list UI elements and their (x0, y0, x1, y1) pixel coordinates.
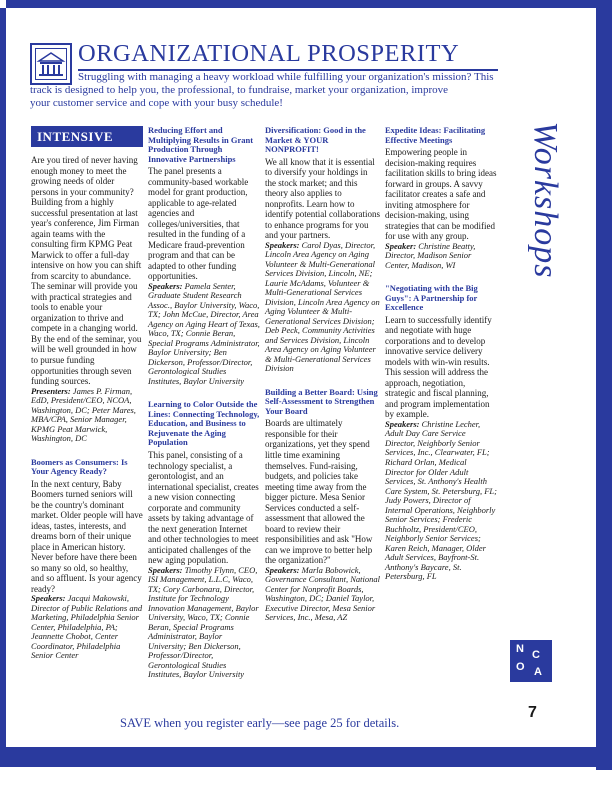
session-body-expedite: Empowering people in decision-making requires facilitation skills to bring ideas forward in groups. A savvy facilitator creates a safe and inviting atmosphere for decision-making, using strategies that can be modified for use with any group. (385, 147, 497, 242)
speakers-label: Speakers: (265, 239, 300, 250)
column-4 (385, 126, 497, 582)
session-speakers-diversification (265, 241, 380, 374)
session-title-expedite: Expedite Ideas: Facilitating Effective Meetings (385, 125, 486, 145)
session-title-color: Learning to Color Outside the Lines: Connecting Technology, Education, and Business to Rejuvenate the Aging Population (148, 399, 260, 448)
save-notice: SAVE when you register early—see page 25 for details. (120, 716, 400, 730)
frame-right-bar (596, 0, 612, 770)
intensive-presenters (31, 387, 143, 444)
track-description-line: track is designed to help you, the professional, to fundraise, market your organization, improve (30, 84, 448, 97)
frame-bottom-bar (0, 747, 598, 767)
session-body-reducing: The panel presents a community-based workable model for grant production, applicable to age-related agencies and colleges/universities, that resulted in the funding of a Medicare fraud-prevention program and that can be adapted to other funding opportunities. (148, 166, 249, 282)
ncoa-letter: C (532, 649, 540, 661)
column-1 (31, 126, 143, 661)
speakers-list: Marla Bobowick, Governance Consultant, National Center for Nonprofit Boards, Washington, DC; Daniel Taylor, Executive Director, Mesa Senior Services, Inc., Mesa, AZ (265, 564, 380, 623)
page-title: ORGANIZATIONAL PROSPERITY (78, 40, 460, 67)
session-speakers-board (265, 566, 380, 623)
session-title-diversification: Diversification: Good in the Market & YOUR NONPROFIT! (265, 125, 366, 155)
session-body-board: Boards are ultimately responsible for their organizations, yet they spend little time examining themselves. Fund-raising, budgets, and policies take meeting time away from the bigger picture. Mesa Senior Services conducted a self-assessment that allowed the board to review their responsibilities and ask "How can we improve to better help the organization?" (265, 418, 373, 566)
ncoa-logo (510, 640, 552, 682)
speakers-label: Speakers: (385, 418, 420, 429)
speakers-list: Timothy Flynn, CEO, ISI Management, L.L.C, Waco, TX; Cory Carbonara, Director, Institute for Technology Innovation Management, Baylor University, Waco, TX; Connie Beran, Special Programs Administrator, Baylor University; Ben Dickerson, Professor/Director, Gerontological Studies Institutes, Baylor University (148, 564, 259, 680)
speakers-list: Christine Beatty, Director, Madison Senior Center, Madison, WI (385, 240, 476, 270)
session-body-boomers: In the next century, Baby Boomers turned seniors will be the country's dominant market. Older people will have ideas, tastes, interests, and dreams born of their unique place in American history. Never before have there been so many so old, so healthy, and so affluent. Is your agency ready? (31, 478, 143, 594)
presenters-list: James P. Firman, EdD, President/CEO, NCOA, Washington, DC; Peter Mares, MBA/CPA, Senior Manager, KPMG Peat Marwick, Washington, DC (31, 385, 136, 444)
session-speakers-reducing (148, 282, 260, 387)
session-speakers-expedite (385, 242, 497, 271)
frame-left-bar (0, 8, 6, 748)
ncoa-letter: N (516, 643, 524, 655)
session-title-reducing: Reducing Effort and Multiplying Results in Grant Production Through Innovative Partnerships (148, 125, 254, 164)
presenters-label: Presenters: (31, 385, 71, 396)
ncoa-letter: O (516, 661, 525, 673)
speakers-list: Jacqui Makowski, Director of Public Relations and Marketing, Philadelphia Senior Center, Philadelphia, PA; Jeannette Chobot, Center Coordinator, Philadelphia Senior Center (31, 593, 143, 661)
track-description-line: Struggling with managing a heavy workload while fulfilling your organization's mission? This (78, 71, 494, 83)
speakers-label: Speakers: (148, 280, 183, 291)
session-title-negotiating: "Negotiating with the Big Guys": A Partnership for Excellence (385, 283, 478, 313)
track-description-line: your customer service and cope with your busy schedule! (30, 97, 283, 110)
frame-top-bar (6, 0, 606, 8)
speakers-label: Speakers: (265, 564, 300, 575)
session-speakers-boomers (31, 594, 143, 661)
ncoa-letter: A (534, 666, 542, 678)
speakers-list: Christine Lecher, Adult Day Care Service Director, Neighborly Senior Services, Inc., Clearwater, FL; Richard Orlan, Medical Director for Older Adult Services, St. Anthony's Health Care System, St. Petersburg, FL; Judy Powers, Director of Internal Operations, Neighborly Senior Services; Frederic Buchholtz, President/CEO, Neighborly Senior Services; Karen Reich, Manager, Older Adult Services, Bayfront-St. Anthony's Baycare, St. Petersburg, FL (385, 418, 497, 582)
session-title-board: Building a Better Board: Using Self-Assessment to Strengthen Your Board (265, 386, 378, 416)
speakers-label: Speakers: (148, 564, 183, 575)
intensive-body: Are you tired of never having enough money to meet the growing needs of older persons in your community? Building from a highly successful presentation at last year's conference, Jim Firman again teams with the consulting firm KPMG Peat Marwick to offer a full-day intensive on how you can shift from scarcity to abundance. The seminar will provide you with practical strategies and tools to enable your organization to thrive and compete in a changing world. By the end of the seminar, you will be well grounded in how to pursue funding opportunities through seven funding sources. (31, 155, 142, 387)
page-number: 7 (528, 704, 537, 721)
track-description (30, 71, 500, 111)
session-body-color: This panel, consisting of a technology specialist, a gerontologist, and an international specialist, creates a new vision connecting corporate and community assets by taking advantage of the next generation Internet and other technologies to meet anticipated challenges of the new aging population. (148, 449, 259, 566)
speakers-label: Speakers: (31, 593, 66, 604)
speakers-list: Carol Dyas, Director, Lincoln Area Agency on Aging Volunteer & Multi-Generational Services Division, Lincoln, NE; Laurie McAdams, Volunteer & Multi-Generational Services Division, Lincoln Area Agency on Aging Volunteer & Multi-Generational Services Division; Deb Peck, Community Activities and Services Division, Lincoln Area Agency on Aging Volunteer & Multi-Generational Services Division (265, 239, 380, 374)
workshops-side-text: Workshops (527, 121, 564, 279)
column-3 (265, 126, 380, 623)
intensive-label: INTENSIVE (31, 126, 143, 147)
session-speakers-color (148, 566, 260, 680)
workshops-side-label (520, 80, 570, 320)
speakers-list: Pamela Senter, Graduate Student Research Assoc., Baylor University, Waco, TX; John McCue, Director, Area Agency on Aging Heart of Texas, Waco, TX; Connie Beran, Special Programs Administrator, Baylor University; Ben Dickerson, Professor/Director, Gerontological Studies Institutes, Baylor University (148, 280, 260, 386)
session-speakers-negotiating (385, 420, 497, 582)
session-body-negotiating: Learn to successfully identify and negotiate with huge corporations and to develop innovative service delivery models with win-win results. This session will address the approach, negotiation, strategic and fiscal planning, and program implementation by example. (385, 314, 492, 420)
session-body-diversification: We all know that it is essential to diversify your holdings in the stock market; and this theory also applies to nonprofits. Learn how to identify potential collaborations to enhance programs for you and your partners. (265, 156, 380, 241)
session-title-boomers: Boomers as Consumers: Is Your Agency Ready? (31, 456, 128, 477)
column-2 (148, 126, 260, 680)
speakers-label: Speaker: (385, 240, 417, 251)
